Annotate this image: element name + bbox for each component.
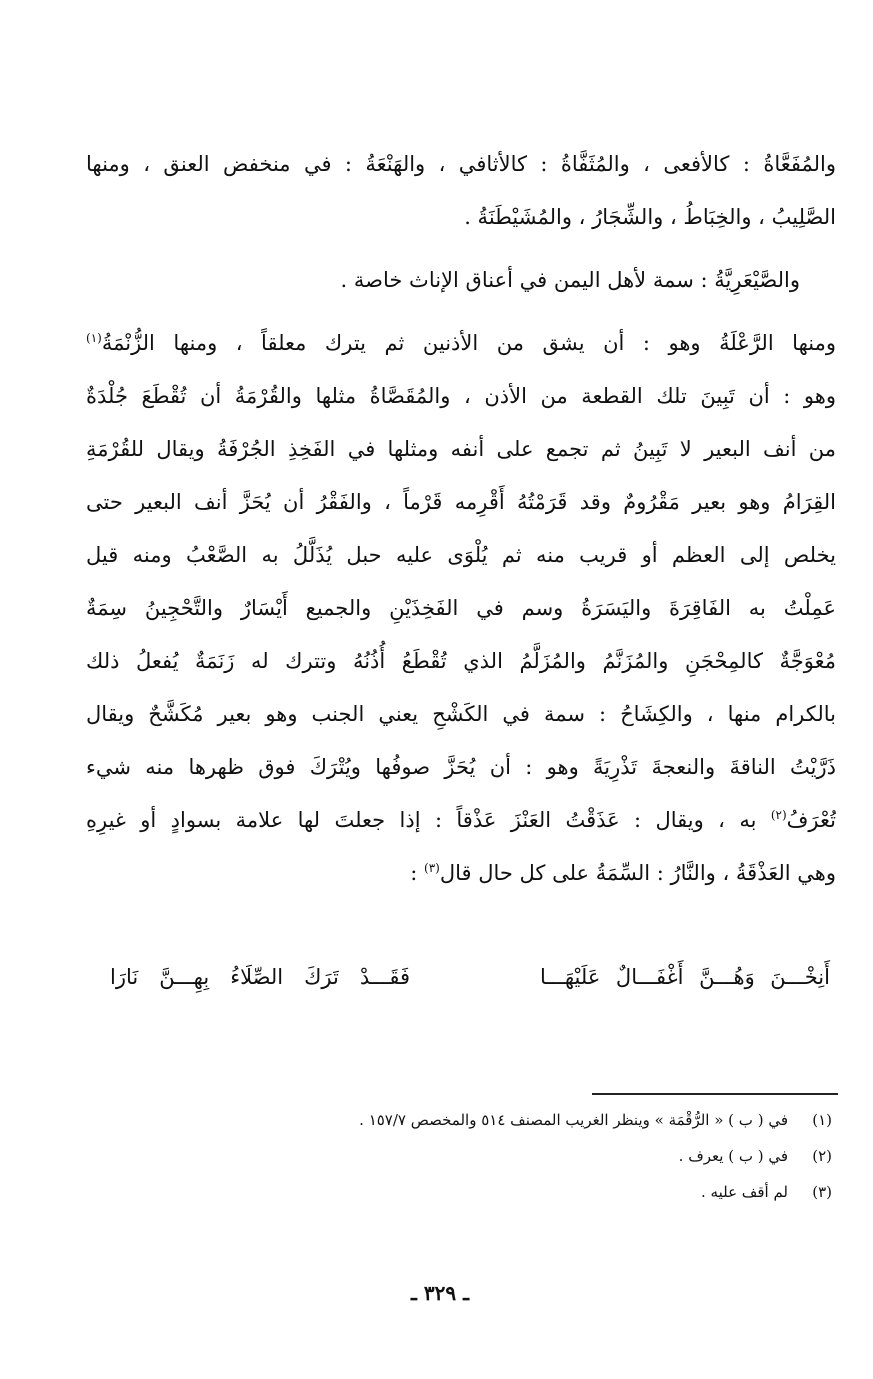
text-line: الصَّلِيبُ ، والخِبَاطُ ، والشِّجَارُ ، والمُشَيْطَنَةُ . bbox=[464, 205, 836, 229]
verse-first-hemistich: أَنِخْـــنَ وَهُـــنَّ أَغْفَـــالٌ عَلَيْهَـــا bbox=[540, 965, 830, 989]
footnote-number: (٢) bbox=[812, 1147, 832, 1165]
text-line: والمُفَعَّاةُ : كالأفعى ، والمُثَفَّاةُ : كالأثافي ، والهَنْعَةُ : في منخفض العنق ، ومنها bbox=[86, 152, 836, 176]
footnote-text: في ( ب ) « الرُّقْمَة » وينظر الغريب المصنف ٥١٤ والمخصص ١٥٧/٧ . bbox=[359, 1111, 788, 1129]
text-segment: ومنها الرَّعْلَةُ وهو : أن يشق من الأذنين ثم يترك معلقاً ، ومنها الزُّنْمَةُ bbox=[101, 331, 836, 355]
footnote-separator bbox=[592, 1093, 838, 1095]
text-line: مُعْوَجَّةٌ كالمِحْجَنِ والمُزَنَّمُ والمُزَلَّمُ الذي تُقْطَعُ أُذُنُهُ وتترك له زَنَمَةٌ يُفعلُ ذلك bbox=[86, 649, 836, 673]
text-line: من أنف البعير لا تَبِينُ ثم تجمع على أنفه ومثلها في الفَخِذِ الجُرْفَةُ ويقال للقُرْمَةِ bbox=[86, 437, 836, 461]
footnote-marker: (٢) bbox=[770, 808, 787, 822]
text-line: يخلص إلى العظم أو قريب منه ثم يُلْوَى عليه حبل يُذَلَّلُ به الصَّعْبُ ومنه قيل bbox=[86, 543, 836, 567]
text-segment: وهي العَذْقَةُ ، والنَّارُ : السِّمَةُ على كل حال قال bbox=[439, 861, 836, 885]
footnote-number: (١) bbox=[812, 1111, 832, 1129]
text-line: وهو : أن تَبِينَ تلك القطعة من الأذن ، والمُقَصَّاةُ مثلها والقُرْمَةُ أن تُقْطَعَ جُلْدَةٌ bbox=[86, 384, 836, 408]
footnote-number: (٣) bbox=[812, 1183, 832, 1201]
footnotes bbox=[200, 1102, 832, 1210]
text-line bbox=[86, 847, 836, 900]
text-line: ذَرَّيْتُ الناقةَ والنعجةَ تَذْرِيَةً وهو : أن يُحَزَّ صوفُها ويُتْرَكَ فوق ظهرها منه شيء bbox=[86, 755, 836, 779]
text-line: بالكرام منها ، والكِشَاحُ : سمة في الكَشْحِ يعني الجنب وهو بعير مُكَشَّحٌ ويقال bbox=[86, 702, 836, 726]
page-number: ـ ٣٢٩ ـ bbox=[411, 1281, 469, 1305]
footnote-text: لم أقف عليه . bbox=[701, 1183, 788, 1201]
text-line bbox=[86, 794, 836, 847]
text-segment: به ، ويقال : عَذَقْتُ العَنْزَ عَذْقاً : إذا جعلتَ لها علامة بسوادٍ أو غيرِهِ bbox=[86, 808, 757, 832]
text-segment: : bbox=[410, 861, 424, 885]
footnote-item bbox=[200, 1102, 832, 1138]
footnote-marker: (١) bbox=[86, 331, 102, 345]
text-line: والصَّيْعَرِيَّةُ : سمة لأهل اليمن في أعناق الإناث خاصة . bbox=[340, 268, 800, 292]
text-line: عَمِلْتُ به الفَاقِرَةَ واليَسَرَةُ وسم في الفَخِذَيْنِ والجميع أَيْسَارٌ والتَّحْجِينُ سِمَةٌ bbox=[86, 596, 836, 620]
text-segment: تُعْرَفُ bbox=[786, 808, 836, 832]
paragraph-gap bbox=[86, 307, 836, 317]
poetry-verse bbox=[110, 952, 830, 1002]
verse-second-hemistich: فَقَـــدْ تَرَكَ الصِّلَاءُ بِهِـــنَّ نَارَا bbox=[110, 965, 410, 989]
paragraph-gap bbox=[86, 244, 836, 254]
footnote-marker: (٣) bbox=[424, 861, 440, 875]
footnote-item bbox=[200, 1138, 832, 1174]
text-line bbox=[86, 317, 836, 370]
footnote-text: في ( ب ) يعرف . bbox=[678, 1147, 788, 1165]
footnote-item bbox=[200, 1174, 832, 1210]
text-line: القِرَامُ وهو بعير مَقْرُومٌ وقد قَرَمْتُهُ أَقْرِمه قَرْماً ، والفَقْرُ أن يُحَزَّ أنف البعير حتى bbox=[86, 490, 836, 514]
main-text bbox=[86, 138, 836, 900]
